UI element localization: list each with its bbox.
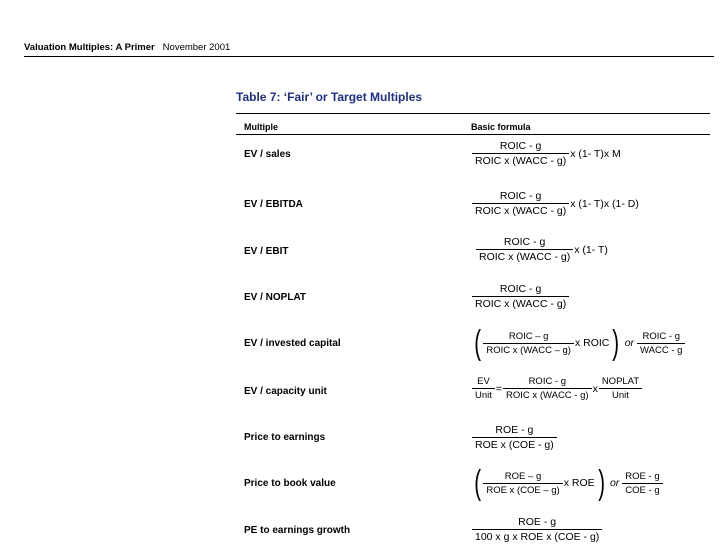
equals-sign: = <box>495 382 503 395</box>
formula-fraction <box>472 424 557 451</box>
formula-fraction <box>472 190 569 217</box>
fraction-numerator: ROE – g <box>483 471 562 484</box>
formula-middle: x ROE <box>563 477 595 489</box>
fraction-numerator: ROIC - g <box>637 331 685 344</box>
right-parenthesis: ) <box>597 464 605 502</box>
formula <box>472 376 642 401</box>
multiple-label: Price to book value <box>244 478 336 489</box>
fraction-denominator: 100 x g x ROE x (COE - g) <box>475 531 600 543</box>
table-title: Table 7: ‘Fair’ or Target Multiples <box>236 90 423 104</box>
fraction-denominator: ROIC x (WACC - g) <box>475 155 567 167</box>
formula-middle: x ROIC <box>574 337 610 349</box>
fraction-numerator: EV <box>472 376 495 389</box>
formula-fraction-ev <box>472 376 495 401</box>
formula-fraction <box>483 471 562 496</box>
left-parenthesis: ( <box>474 464 482 502</box>
header-date: November 2001 <box>162 42 231 53</box>
formula-fraction-alt <box>637 331 685 356</box>
header-title: Valuation Multiples: A Primer <box>24 42 155 53</box>
formula-fraction <box>476 236 573 263</box>
fraction-denominator: ROE x (COE – g) <box>486 484 560 496</box>
formula <box>472 424 557 451</box>
header-rule <box>24 56 714 57</box>
multiple-label: PE to earnings growth <box>244 525 351 536</box>
fraction-denominator: Unit <box>475 390 492 401</box>
times-sign: x <box>592 382 598 395</box>
formula-fraction <box>472 283 569 310</box>
multiple-label: EV / EBITDA <box>244 199 303 210</box>
fraction-denominator: COE - g <box>625 484 660 496</box>
formula-fraction <box>483 331 574 356</box>
fraction-denominator: ROIC x (WACC - g) <box>475 298 567 310</box>
multiple-label: EV / capacity unit <box>244 386 327 397</box>
right-parenthesis: ) <box>612 324 620 362</box>
fraction-numerator: ROE - g <box>472 424 557 438</box>
formula-fraction <box>503 376 592 401</box>
fraction-numerator: ROIC - g <box>472 283 569 297</box>
column-header-formula: Basic formula <box>471 122 531 132</box>
formula <box>472 283 569 310</box>
page-header <box>24 42 230 53</box>
formula <box>472 190 640 217</box>
fraction-denominator: WACC - g <box>640 344 683 356</box>
fraction-numerator: NOPLAT <box>599 376 642 389</box>
multiple-label: EV / EBIT <box>244 246 289 257</box>
formula-fraction <box>472 140 569 167</box>
multiple-label: EV / sales <box>244 149 291 160</box>
fraction-numerator: ROE - g <box>472 516 602 530</box>
fraction-denominator: ROIC x (WACC – g) <box>486 344 571 356</box>
formula-fraction-alt <box>622 471 662 496</box>
column-header-rule <box>236 134 710 135</box>
multiple-label: EV / invested capital <box>244 338 341 349</box>
column-header-multiple: Multiple <box>244 122 278 132</box>
fraction-denominator: ROIC x (WACC - g) <box>506 390 589 401</box>
formula <box>472 326 685 360</box>
fraction-denominator: ROIC x (WACC - g) <box>479 251 571 263</box>
left-parenthesis: ( <box>474 324 482 362</box>
formula <box>472 466 663 500</box>
formula-tail: x (1- T)x M <box>570 147 621 160</box>
multiple-label: Price to earnings <box>244 432 326 443</box>
formula-tail: x (1- T)x (1- D) <box>570 197 639 210</box>
formula-tail: x (1- T) <box>574 243 608 256</box>
formula-fraction-noplat <box>599 376 642 401</box>
fraction-numerator: ROE - g <box>622 471 662 484</box>
table-top-rule <box>236 113 710 114</box>
or-label: or <box>609 477 620 489</box>
fraction-numerator: ROIC – g <box>483 331 574 344</box>
fraction-numerator: ROIC - g <box>472 190 569 204</box>
multiple-label: EV / NOPLAT <box>244 292 307 303</box>
fraction-numerator: ROIC - g <box>476 236 573 250</box>
formula <box>472 516 602 543</box>
fraction-numerator: ROIC - g <box>472 140 569 154</box>
fraction-numerator: ROIC - g <box>503 376 592 389</box>
or-label: or <box>624 337 635 349</box>
formula <box>476 236 609 263</box>
fraction-denominator: ROIC x (WACC - g) <box>475 205 567 217</box>
fraction-denominator: Unit <box>612 390 629 401</box>
formula-fraction <box>472 516 602 543</box>
fraction-denominator: ROE x (COE - g) <box>475 439 554 451</box>
formula <box>472 140 622 167</box>
